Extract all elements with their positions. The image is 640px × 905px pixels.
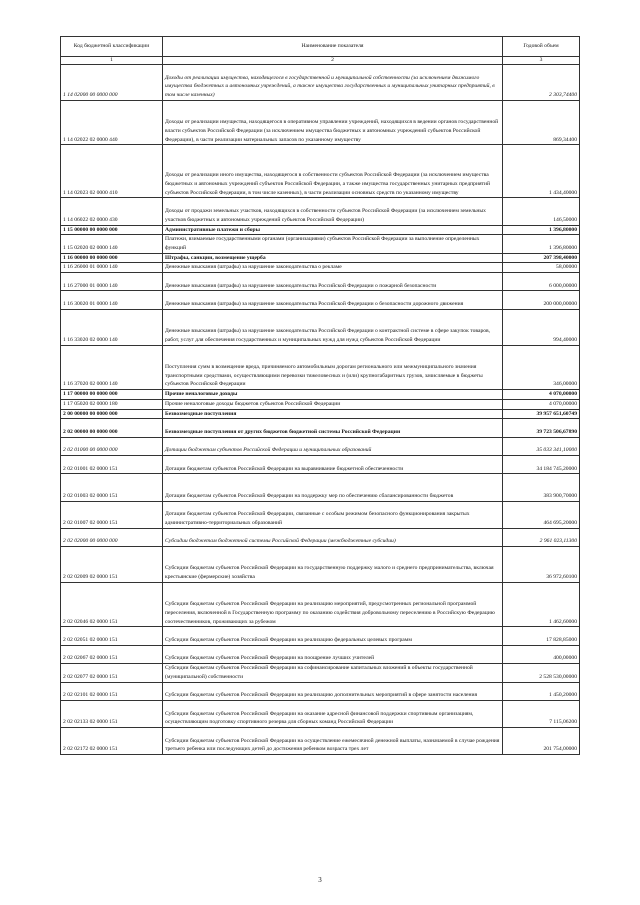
code-cell: 1 17 00000 00 0000 000 xyxy=(61,390,163,400)
value-cell: 400,00000 xyxy=(503,645,580,663)
header-code-cell: Код бюджетной классификации xyxy=(61,37,163,57)
name-cell: Прочие неналоговые доходы xyxy=(163,390,503,400)
value-cell: 207 398,40000 xyxy=(503,253,580,263)
table-row xyxy=(61,263,580,273)
code-cell: 1 15 02020 02 0000 140 xyxy=(61,235,163,253)
table-header-row xyxy=(61,37,580,57)
name-cell: Административные платежи и сборы xyxy=(163,225,503,235)
value-cell: 4 070,00000 xyxy=(503,390,580,400)
column-number-2: 2 xyxy=(163,57,503,65)
value-cell: 39 957 651,60749 xyxy=(503,409,580,419)
value-cell: 2 961 023,11300 xyxy=(503,528,580,546)
code-cell: 2 00 00000 00 0000 000 xyxy=(61,409,163,419)
header-value-cell: Годовой объем xyxy=(503,37,580,57)
code-cell: 2 02 02172 02 0000 151 xyxy=(61,728,163,755)
table-row xyxy=(61,501,580,528)
name-cell: Штрафы, санкции, возмещение ущерба xyxy=(163,253,503,263)
value-cell: 17 828,85000 xyxy=(503,627,580,645)
table-row xyxy=(61,528,580,546)
code-cell: 1 16 26000 01 0000 140 xyxy=(61,263,163,273)
name-cell: Платежи, взимаемые государственными органами (организациями) субъектов Российской Федерации за выполнение определенных функций xyxy=(163,235,503,253)
code-cell: 2 02 02101 02 0000 151 xyxy=(61,682,163,700)
name-cell: Субсидии бюджетам субъектов Российской Федерации на осуществление ежемесячной денежной выплаты, назначаемой в случае рождения третьего ребенка или последующих детей до достижения ребенком возраста трех лет xyxy=(163,728,503,755)
name-cell: Денежные взыскания (штрафы) за нарушение законодательства о рекламе xyxy=(163,263,503,273)
name-cell: Субсидии бюджетам субъектов Российской Федерации на реализацию федеральных целевых программ xyxy=(163,627,503,645)
name-cell: Дотации бюджетам субъектов Российской Федерации на поддержку мер по обеспечению сбалансированности бюджетов xyxy=(163,474,503,501)
code-cell: 1 16 37020 02 0000 140 xyxy=(61,345,163,390)
value-cell: 994,40000 xyxy=(503,309,580,345)
code-cell: 1 14 06022 02 0000 430 xyxy=(61,198,163,225)
name-cell: Безвозмездные поступления от других бюджетов бюджетной системы Российской Федерации xyxy=(163,419,503,437)
name-cell: Субсидии бюджетам субъектов Российской Федерации на реализацию мероприятий, предусмотренных региональной программой переселения, включенной в Государственную программу по оказанию содействия добровольному переселению в Российскую Федерацию соотечественников, проживающих за рубежом xyxy=(163,582,503,627)
value-cell: 464 695,20000 xyxy=(503,501,580,528)
table-row xyxy=(61,309,580,345)
code-cell: 2 02 02077 02 0000 151 xyxy=(61,664,163,682)
table-row xyxy=(61,399,580,409)
name-cell: Субсидии бюджетам субъектов Российской Федерации на оказание адресной финансовой поддержки спортивным организациям, осуществляющим подготовку спортивного резерва для сборных команд Российской Федерации xyxy=(163,700,503,727)
value-cell: 34 184 745,20000 xyxy=(503,456,580,474)
table-row xyxy=(61,345,580,390)
name-cell: Дотации бюджетам субъектов Российской Федерации, связанные с особым режимом безопасного функционирования закрытых административно-территориальных образований xyxy=(163,501,503,528)
value-cell: 1 462,60000 xyxy=(503,582,580,627)
code-cell: 2 02 02000 00 0000 000 xyxy=(61,528,163,546)
name-cell: Субсидии бюджетам субъектов Российской Федерации на софинансирование капитальных вложений в объекты государственной (муниципальной) собственности xyxy=(163,664,503,682)
table-row xyxy=(61,456,580,474)
value-cell: 201 754,00000 xyxy=(503,728,580,755)
table-row xyxy=(61,419,580,437)
table-row xyxy=(61,582,580,627)
table-row xyxy=(61,235,580,253)
table-row xyxy=(61,728,580,755)
value-cell: 383 900,70000 xyxy=(503,474,580,501)
table-row xyxy=(61,253,580,263)
value-cell: 1 396,80000 xyxy=(503,235,580,253)
name-cell: Безвозмездные поступления xyxy=(163,409,503,419)
value-cell: 869,34400 xyxy=(503,100,580,145)
code-cell: 1 16 27000 01 0000 140 xyxy=(61,273,163,291)
value-cell: 39 723 506,67890 xyxy=(503,419,580,437)
value-cell: 58,00000 xyxy=(503,263,580,273)
code-cell: 2 02 01001 02 0000 151 xyxy=(61,456,163,474)
table-row xyxy=(61,198,580,225)
code-cell: 1 14 02000 00 0000 000 xyxy=(61,65,163,101)
table-row xyxy=(61,682,580,700)
value-cell: 6 000,00000 xyxy=(503,273,580,291)
table-row xyxy=(61,645,580,663)
value-cell: 35 033 341,10000 xyxy=(503,437,580,455)
code-cell: 2 02 00000 00 0000 000 xyxy=(61,419,163,437)
code-cell: 2 02 01000 00 0000 000 xyxy=(61,437,163,455)
name-cell: Субсидии бюджетам субъектов Российской Федерации на государственную поддержку малого и среднего предпринимательства, включая крестьянские (фермерские) хозяйства xyxy=(163,547,503,583)
name-cell: Поступления сумм в возмещение вреда, причиняемого автомобильным дорогам регионального или межмуниципального значения транспортными средствами, осуществляющими перевозки тяжеловесных и (или) крупногабаритных грузов, зачисляемые в бюджеты субъектов Российской Федерации xyxy=(163,345,503,390)
table-row xyxy=(61,664,580,682)
code-cell: 2 02 02133 02 0000 151 xyxy=(61,700,163,727)
code-cell: 2 02 01007 02 0000 151 xyxy=(61,501,163,528)
value-cell: 1 434,40000 xyxy=(503,145,580,198)
name-cell: Денежные взыскания (штрафы) за нарушение законодательства Российской Федерации о контрактной системе в сфере закупок товаров, работ, услуг для обеспечения государственных и муниципальных нужд для нужд субъектов Российской Федерации xyxy=(163,309,503,345)
code-cell: 1 14 02023 02 0000 410 xyxy=(61,145,163,198)
code-cell: 1 16 30020 01 0000 140 xyxy=(61,291,163,309)
table-row xyxy=(61,390,580,400)
column-number-row xyxy=(61,57,580,65)
code-cell: 2 02 02067 02 0000 151 xyxy=(61,645,163,663)
code-cell: 2 02 01003 02 0000 151 xyxy=(61,474,163,501)
code-cell: 1 15 00000 00 0000 000 xyxy=(61,225,163,235)
page-number: 3 xyxy=(318,876,322,884)
value-cell: 7 115,06200 xyxy=(503,700,580,727)
name-cell: Прочие неналоговые доходы бюджетов субъектов Российской Федерации xyxy=(163,399,503,409)
table-row xyxy=(61,437,580,455)
value-cell: 4 070,00000 xyxy=(503,399,580,409)
name-cell: Доходы от продажи земельных участков, находящихся в собственности субъектов Российской Федерации (за исключением земельных участков бюджетных и автономных учреждений субъектов Российской Федерации) xyxy=(163,198,503,225)
name-cell: Дотации бюджетам субъектов Российской Федерации на выравнивание бюджетной обеспеченности xyxy=(163,456,503,474)
name-cell: Субсидии бюджетам субъектов Российской Федерации на поощрение лучших учителей xyxy=(163,645,503,663)
code-cell: 1 17 05020 02 0000 180 xyxy=(61,399,163,409)
table-row xyxy=(61,291,580,309)
table-row xyxy=(61,547,580,583)
table-row xyxy=(61,273,580,291)
table-row xyxy=(61,700,580,727)
value-cell: 146,50000 xyxy=(503,198,580,225)
code-cell: 1 16 00000 00 0000 000 xyxy=(61,253,163,263)
header-name-cell: Наименование показателя xyxy=(163,37,503,57)
code-cell: 2 02 02046 02 0000 151 xyxy=(61,582,163,627)
name-cell: Доходы от реализации имущества, находящегося в государственной и муниципальной собственности (за исключением движимого имущества бюджетных и автономных учреждений, а также имущества государственных и муниципальных унитарных предприятий, в том числе казенных) xyxy=(163,65,503,101)
name-cell: Субсидии бюджетам субъектов Российской Федерации на реализацию дополнительных мероприятий в сфере занятости населения xyxy=(163,682,503,700)
column-number-3: 3 xyxy=(503,57,580,65)
name-cell: Денежные взыскания (штрафы) за нарушение законодательства Российской Федерации о безопасности дорожного движения xyxy=(163,291,503,309)
name-cell: Дотации бюджетам субъектов Российской Федерации и муниципальных образований xyxy=(163,437,503,455)
table-row xyxy=(61,627,580,645)
value-cell: 2 303,74400 xyxy=(503,65,580,101)
value-cell: 200 000,00000 xyxy=(503,291,580,309)
code-cell: 1 16 33020 02 0000 140 xyxy=(61,309,163,345)
column-number-1: 1 xyxy=(61,57,163,65)
table-row xyxy=(61,225,580,235)
value-cell: 2 528 530,00000 xyxy=(503,664,580,682)
value-cell: 346,00000 xyxy=(503,345,580,390)
table-row xyxy=(61,65,580,101)
value-cell: 36 972,60100 xyxy=(503,547,580,583)
code-cell: 2 02 02051 02 0000 151 xyxy=(61,627,163,645)
code-cell: 1 14 02022 02 0000 440 xyxy=(61,100,163,145)
value-cell: 1 450,20000 xyxy=(503,682,580,700)
name-cell: Субсидии бюджетам бюджетной системы Российской Федерации (межбюджетные субсидии) xyxy=(163,528,503,546)
name-cell: Денежные взыскания (штрафы) за нарушение законодательства Российской Федерации о пожарной безопасности xyxy=(163,273,503,291)
table-row xyxy=(61,409,580,419)
table-row xyxy=(61,474,580,501)
revenue-table xyxy=(60,36,580,755)
value-cell: 1 396,80000 xyxy=(503,225,580,235)
table-row xyxy=(61,100,580,145)
name-cell: Доходы от реализации имущества, находящегося в оперативном управлении учреждений, находящихся в ведении органов государственной власти субъектов Российской Федерации (за исключением имущества бюджетных и автономных учреждений субъектов Российской Федерации), в части реализации материальных запасов по указанному имуществу xyxy=(163,100,503,145)
table-row xyxy=(61,145,580,198)
name-cell: Доходы от реализации иного имущества, находящегося в собственности субъектов Российской Федерации (за исключением имущества бюджетных и автономных учреждений субъектов Российской Федерации, а также имущества государственных унитарных предприятий субъектов Российской Федерации, в том числе казенных), в части реализации основных средств по указанному имуществу xyxy=(163,145,503,198)
code-cell: 2 02 02009 02 0000 151 xyxy=(61,547,163,583)
